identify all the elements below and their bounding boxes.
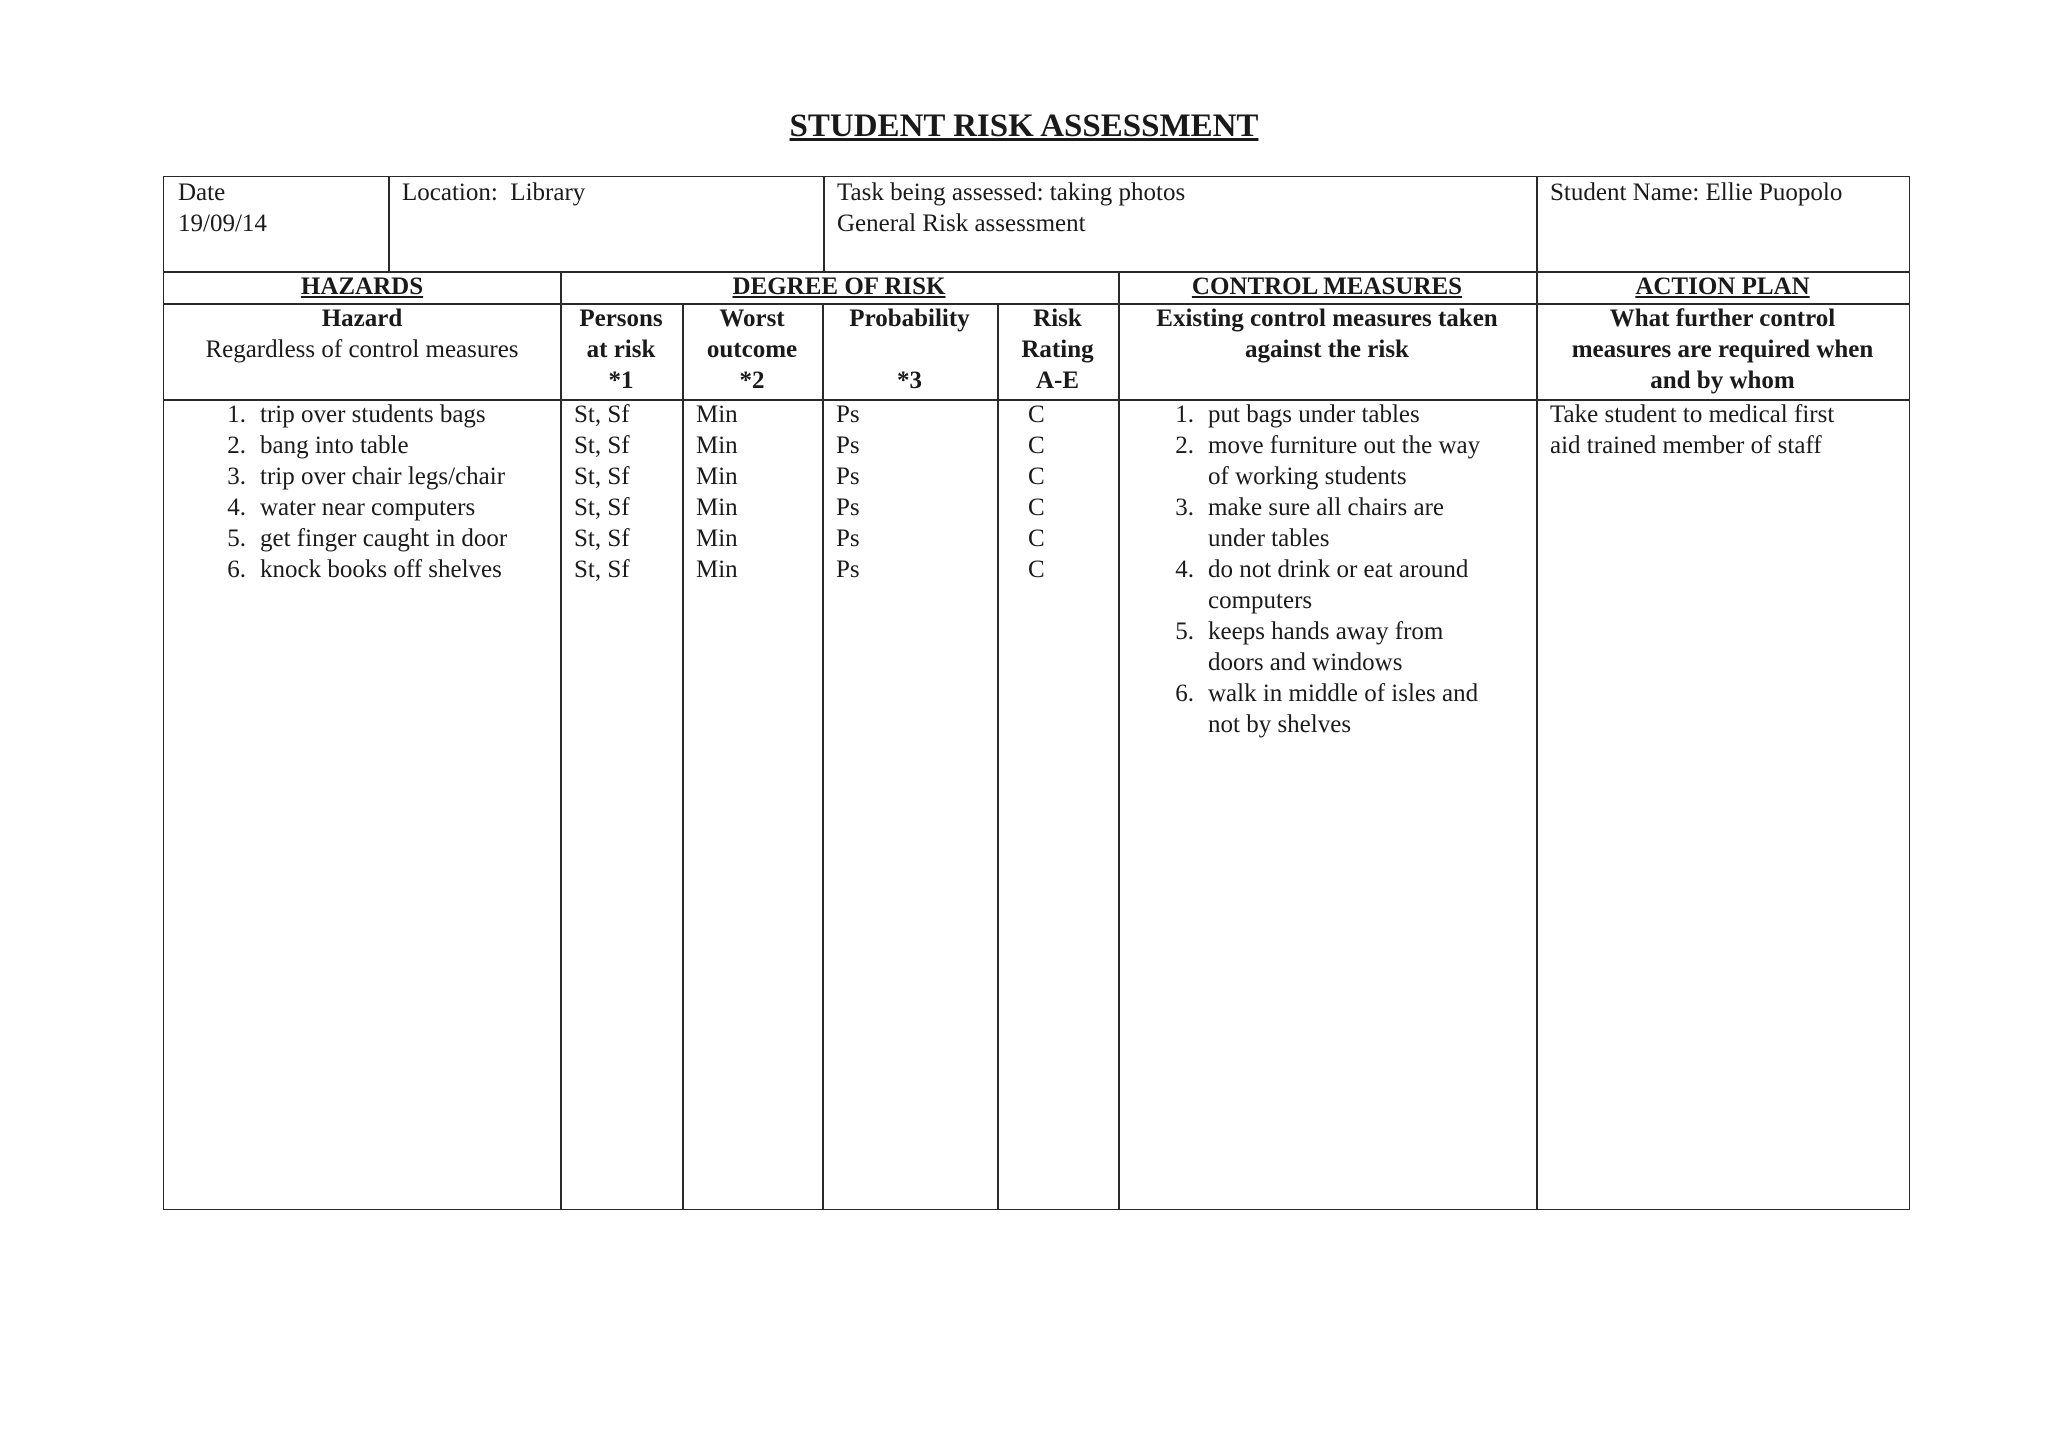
hazard-item: 3. trip over chair legs/chair	[227, 463, 506, 490]
control-measures-cell	[1164, 399, 1534, 740]
section-control-measures: CONTROL MEASURES	[1191, 273, 1463, 300]
risk-rating-value: C	[1028, 556, 1045, 583]
rating-header-line-1: Risk	[1033, 305, 1082, 332]
section-hazards: HAZARDS	[300, 273, 424, 300]
date-label: Date	[178, 179, 226, 206]
worst-header-line-1: Worst	[719, 305, 785, 332]
probability-value: Ps	[836, 556, 860, 583]
action-plan-line-1: Take student to medical first	[1550, 401, 1835, 428]
date-value: 19/09/14	[178, 210, 267, 237]
worst-outcome-value: Min	[696, 432, 738, 459]
persons-at-risk-value: St, Sf	[574, 525, 630, 552]
header-divider-3	[1536, 177, 1538, 271]
rating-header-line-2: Rating	[1021, 336, 1094, 363]
control-measures-list	[1164, 399, 1534, 740]
date-cell	[178, 177, 267, 239]
persons-header-line-1: Persons	[579, 305, 663, 332]
probability-header-line-2	[822, 334, 997, 365]
hazard-item: 5. get finger caught in door	[227, 525, 508, 552]
risk-rating-value: C	[1028, 525, 1045, 552]
risk-rating-cell	[1028, 399, 1045, 585]
column-divider-3	[822, 303, 824, 1209]
risk-rating-value: C	[1028, 494, 1045, 521]
worst-outcome-value: Min	[696, 556, 738, 583]
rating-column-header	[997, 303, 1118, 396]
risk-rating-value: C	[1028, 401, 1045, 428]
worst-header-line-3: *2	[739, 367, 765, 394]
probability-value: Ps	[836, 401, 860, 428]
control-measure-item: 4. do not drink or eat around computers	[1175, 556, 1469, 614]
further-column-header	[1536, 303, 1909, 396]
hazard-item: 4. water near computers	[227, 494, 476, 521]
student-name-cell	[1550, 177, 1842, 208]
persons-at-risk-value: St, Sf	[574, 556, 630, 583]
task-cell	[837, 177, 1185, 239]
existing-column-header	[1118, 303, 1536, 365]
column-divider-2	[682, 303, 684, 1209]
control-measure-item: 3. make sure all chairs are under tables	[1175, 494, 1444, 552]
further-header-line-1: What further control	[1609, 305, 1836, 332]
student-name: Student Name: Ellie Puopolo	[1550, 179, 1843, 206]
hazard-item: 2. bang into table	[227, 432, 409, 459]
control-measure-item: 1. put bags under tables	[1175, 401, 1420, 428]
persons-header-line-2: at risk	[586, 336, 656, 363]
probability-header-line-3: *3	[897, 367, 922, 394]
location-cell	[402, 177, 585, 208]
section-degree-of-risk: DEGREE OF RISK	[732, 273, 946, 300]
worst-outcome-value: Min	[696, 463, 738, 490]
hazard-list	[216, 399, 556, 585]
hazard-item: 1. trip over students bags	[227, 401, 486, 428]
persons-at-risk-value: St, Sf	[574, 432, 630, 459]
action-plan-cell	[1550, 399, 1834, 461]
risk-assessment-table	[163, 176, 1910, 1210]
task-text: Task being assessed: taking photos	[837, 179, 1186, 206]
control-measure-item: 5. keeps hands away from doors and windows	[1175, 618, 1444, 676]
probability-value: Ps	[836, 432, 860, 459]
column-divider-4	[997, 303, 999, 1209]
worst-outcome-cell	[696, 399, 738, 585]
hazard-item: 6. knock books off shelves	[227, 556, 502, 583]
persons-column-header	[560, 303, 682, 396]
persons-at-risk-value: St, Sf	[574, 463, 630, 490]
action-plan-line-2: aid trained member of staff	[1550, 432, 1822, 459]
header-divider-1	[388, 177, 390, 271]
persons-at-risk-cell	[574, 399, 630, 585]
probability-cell	[836, 399, 860, 585]
probability-column-header	[822, 303, 997, 396]
column-divider-5	[1118, 303, 1120, 1209]
risk-rating-value: C	[1028, 432, 1045, 459]
worst-outcome-value: Min	[696, 401, 738, 428]
rating-header-line-3: A-E	[1035, 367, 1080, 394]
section-action-plan: ACTION PLAN	[1635, 273, 1810, 300]
task-type: General Risk assessment	[837, 210, 1086, 237]
persons-at-risk-value: St, Sf	[574, 401, 630, 428]
existing-header-line-1: Existing control measures taken	[1156, 305, 1498, 332]
worst-column-header	[682, 303, 822, 396]
worst-outcome-value: Min	[696, 525, 738, 552]
probability-value: Ps	[836, 463, 860, 490]
hazard-list-cell	[216, 399, 556, 585]
column-divider-6	[1536, 303, 1538, 1209]
persons-header-line-3: *1	[608, 367, 634, 394]
risk-rating-value: C	[1028, 463, 1045, 490]
page-title: STUDENT RISK ASSESSMENT	[789, 108, 1259, 144]
control-measure-item: 6. walk in middle of isles and not by shelves	[1175, 680, 1479, 738]
probability-value: Ps	[836, 525, 860, 552]
persons-at-risk-value: St, Sf	[574, 494, 630, 521]
probability-value: Ps	[836, 494, 860, 521]
column-divider-1	[560, 303, 562, 1209]
further-header-line-3: and by whom	[1650, 367, 1795, 394]
hazard-column-header	[164, 303, 560, 365]
hazard-column-subtitle: Regardless of control measures	[205, 336, 519, 363]
existing-header-line-2: against the risk	[1245, 336, 1409, 363]
header-divider-2	[823, 177, 825, 271]
further-header-line-2: measures are required when	[1571, 336, 1874, 363]
hazard-column-title: Hazard	[321, 305, 403, 332]
worst-outcome-value: Min	[696, 494, 738, 521]
worst-header-line-2: outcome	[706, 336, 798, 363]
control-measure-item: 2. move furniture out the way of working students	[1175, 432, 1481, 490]
location-text: Location: Library	[402, 179, 586, 206]
probability-header-line-1: Probability	[849, 305, 970, 332]
